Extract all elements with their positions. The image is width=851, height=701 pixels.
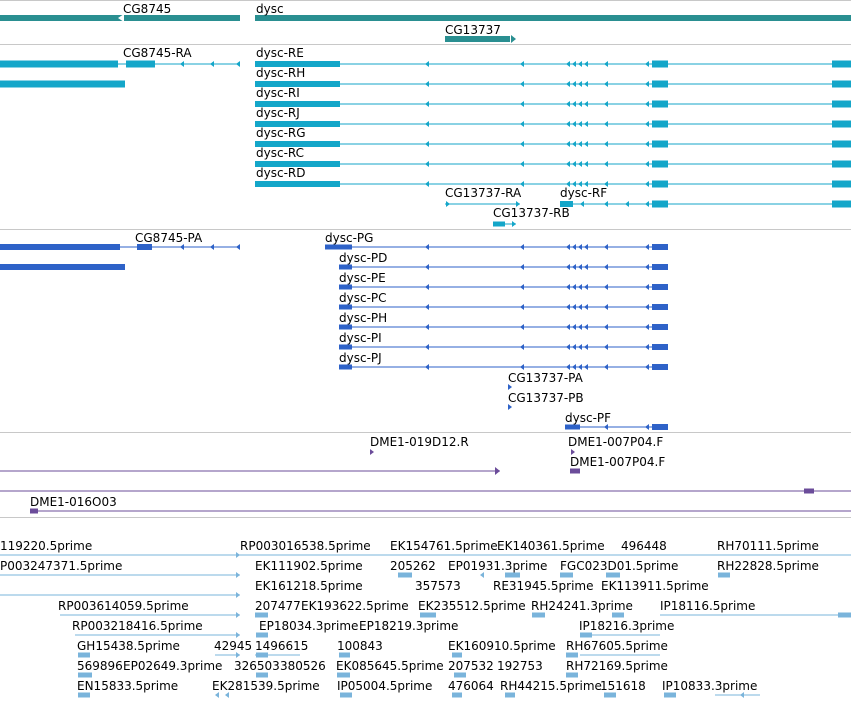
est-block bbox=[78, 673, 92, 678]
protein-label[interactable]: CG13737-PB bbox=[508, 391, 584, 405]
strand-arrow-left bbox=[236, 61, 240, 67]
strand-arrow-left bbox=[578, 141, 582, 147]
est-block bbox=[256, 633, 268, 638]
exon-block bbox=[339, 285, 352, 290]
est-block bbox=[340, 693, 352, 698]
strand-arrow-left bbox=[645, 284, 649, 290]
clone-label[interactable]: DME1-016O03 bbox=[30, 495, 117, 509]
est-label[interactable]: EK113911.5prime bbox=[601, 579, 709, 593]
exon-block bbox=[652, 181, 668, 188]
strand-arrow-left bbox=[578, 121, 582, 127]
strand-arrow-right bbox=[370, 449, 374, 455]
transcript-label[interactable]: CG13737-RB bbox=[493, 206, 570, 220]
transcript-label[interactable]: dysc-RE bbox=[256, 46, 304, 60]
exon-block bbox=[339, 365, 352, 370]
strand-arrow-right bbox=[511, 35, 516, 43]
est-label[interactable]: RH67605.5prime bbox=[566, 639, 668, 653]
est-label[interactable]: GH15438.5prime bbox=[77, 639, 180, 653]
est-label[interactable]: IP05004.5prime bbox=[337, 679, 433, 693]
est-label[interactable]: 326503 bbox=[234, 659, 280, 673]
est-block bbox=[505, 693, 515, 698]
est-label[interactable]: EN15833.5prime bbox=[77, 679, 179, 693]
est-label[interactable]: EK160910.5prime bbox=[448, 639, 556, 653]
transcript-label[interactable]: CG8745-RA bbox=[123, 46, 192, 60]
strand-arrow-left bbox=[580, 201, 584, 207]
est-label[interactable]: EK085645.5prime bbox=[336, 659, 444, 673]
strand-arrow-left bbox=[578, 324, 582, 330]
strand-arrow-left bbox=[645, 81, 649, 87]
strand-arrow-left bbox=[180, 61, 184, 67]
est-block bbox=[566, 653, 578, 658]
strand-arrow-left bbox=[584, 284, 588, 290]
est-block bbox=[532, 613, 545, 618]
transcript-label[interactable]: dysc-RJ bbox=[256, 106, 300, 120]
exon-block bbox=[652, 284, 668, 290]
exon-block bbox=[652, 344, 668, 350]
strand-arrow-left bbox=[520, 121, 524, 127]
est-block bbox=[606, 573, 620, 578]
exon-block bbox=[832, 181, 851, 188]
strand-arrow-left bbox=[645, 304, 649, 310]
strand-arrow-left bbox=[520, 344, 524, 350]
est-block bbox=[505, 573, 520, 578]
strand-arrow-left bbox=[604, 304, 608, 310]
protein-label[interactable]: dysc-PD bbox=[339, 251, 388, 265]
strand-arrow-right bbox=[446, 201, 450, 207]
est-label[interactable]: EK161218.5prime bbox=[255, 579, 363, 593]
strand-arrow-left bbox=[425, 81, 429, 87]
strand-arrow-left bbox=[520, 141, 524, 147]
strand-arrow-left bbox=[425, 181, 429, 187]
est-label[interactable]: 476064 bbox=[448, 679, 494, 693]
est-block bbox=[339, 653, 350, 658]
exon-block bbox=[832, 141, 851, 148]
strand-arrow-left bbox=[645, 264, 649, 270]
strand-arrow-left bbox=[645, 61, 649, 67]
strand-arrow-left bbox=[566, 141, 570, 147]
strand-arrow-left bbox=[520, 264, 524, 270]
est-block bbox=[838, 613, 851, 618]
est-block bbox=[256, 673, 268, 678]
strand-arrow-left bbox=[425, 304, 429, 310]
protein-label[interactable]: dysc-PC bbox=[339, 291, 387, 305]
est-label[interactable]: EP18034.3prime bbox=[259, 619, 359, 633]
strand-arrow-left bbox=[645, 244, 649, 250]
transcript-label[interactable]: dysc-RH bbox=[256, 66, 306, 80]
strand-arrow-left bbox=[645, 364, 649, 370]
strand-arrow-left bbox=[566, 344, 570, 350]
strand-arrow-left bbox=[425, 284, 429, 290]
est-label[interactable]: 496448 bbox=[621, 539, 667, 553]
strand-arrow-left bbox=[566, 101, 570, 107]
est-label[interactable]: RH70111.5prime bbox=[717, 539, 819, 553]
est-block bbox=[255, 613, 268, 618]
exon-block bbox=[832, 201, 851, 208]
protein-label[interactable]: CG8745-PA bbox=[135, 231, 203, 245]
est-label[interactable]: 380526 bbox=[280, 659, 326, 673]
est-block bbox=[256, 653, 268, 658]
strand-arrow-left bbox=[625, 201, 629, 207]
est-block bbox=[78, 653, 90, 658]
est-label[interactable]: RP003218416.5prime bbox=[72, 619, 203, 633]
protein-label[interactable]: dysc-PE bbox=[339, 271, 386, 285]
est-label[interactable]: 119220.5prime bbox=[0, 539, 93, 553]
strand-arrow-left bbox=[645, 161, 649, 167]
transcript-label[interactable]: dysc-RC bbox=[256, 146, 305, 160]
strand-arrow-left bbox=[578, 304, 582, 310]
strand-arrow-left bbox=[584, 364, 588, 370]
gene-label[interactable]: CG8745 bbox=[123, 2, 172, 16]
exon-block bbox=[652, 141, 668, 148]
strand-arrow-left bbox=[604, 344, 608, 350]
gene-label[interactable]: dysc bbox=[256, 2, 284, 16]
strand-arrow-left bbox=[566, 161, 570, 167]
est-label[interactable]: 42945 bbox=[214, 639, 253, 653]
exon-block bbox=[652, 201, 668, 208]
est-block bbox=[560, 573, 573, 578]
strand-arrow-left bbox=[578, 61, 582, 67]
exon-block bbox=[339, 345, 352, 350]
exon-block bbox=[0, 264, 125, 270]
strand-arrow-left bbox=[210, 61, 214, 67]
strand-arrow-left bbox=[578, 101, 582, 107]
protein-label[interactable]: dysc-PJ bbox=[339, 351, 382, 365]
exon-block bbox=[652, 424, 668, 430]
gene-label[interactable]: CG13737 bbox=[445, 23, 501, 37]
strand-arrow-right bbox=[236, 572, 240, 578]
strand-arrow-left bbox=[425, 101, 429, 107]
strand-arrow-left bbox=[645, 101, 649, 107]
strand-arrow-left bbox=[604, 101, 608, 107]
est-block bbox=[612, 613, 624, 618]
strand-arrow-left bbox=[604, 121, 608, 127]
strand-arrow-left bbox=[566, 264, 570, 270]
exon-block bbox=[652, 101, 668, 108]
exon-block bbox=[126, 61, 155, 68]
strand-arrow-left bbox=[584, 81, 588, 87]
est-block bbox=[78, 693, 90, 698]
exon-block bbox=[652, 244, 668, 250]
est-label[interactable]: 151618 bbox=[600, 679, 646, 693]
est-block bbox=[452, 693, 462, 698]
exon-block bbox=[565, 425, 580, 430]
strand-arrow-right bbox=[512, 221, 516, 227]
est-label[interactable]: 100843 bbox=[337, 639, 383, 653]
strand-arrow-right bbox=[236, 632, 240, 638]
exon-block bbox=[832, 81, 851, 88]
exon-block bbox=[339, 265, 352, 270]
strand-arrow-left bbox=[578, 344, 582, 350]
protein-label[interactable]: dysc-PG bbox=[325, 231, 374, 245]
est-label[interactable]: EP01931.3prime bbox=[448, 559, 548, 573]
strand-arrow-left bbox=[572, 344, 576, 350]
est-label[interactable]: 357573 bbox=[415, 579, 461, 593]
strand-arrow-left bbox=[236, 244, 240, 250]
strand-arrow-left bbox=[566, 81, 570, 87]
est-label[interactable]: EK111902.5prime bbox=[255, 559, 363, 573]
strand-arrow-left bbox=[578, 264, 582, 270]
strand-arrow-left bbox=[425, 161, 429, 167]
strand-arrow-left bbox=[645, 324, 649, 330]
est-block bbox=[664, 693, 676, 698]
protein-label[interactable]: dysc-PH bbox=[339, 311, 388, 325]
exon-block bbox=[832, 61, 851, 68]
exon-block bbox=[652, 324, 668, 330]
strand-arrow-left bbox=[584, 101, 588, 107]
strand-arrow-left bbox=[645, 121, 649, 127]
est-label[interactable]: P003247371.5prime bbox=[0, 559, 123, 573]
gene-bar bbox=[255, 15, 851, 21]
strand-arrow-left bbox=[425, 324, 429, 330]
track-separator bbox=[0, 229, 851, 230]
strand-arrow-left bbox=[520, 101, 524, 107]
exon-block bbox=[832, 101, 851, 108]
est-label[interactable]: EK193622.5prime bbox=[301, 599, 409, 613]
strand-arrow-left bbox=[578, 81, 582, 87]
strand-arrow-left bbox=[210, 244, 214, 250]
strand-arrow-left bbox=[604, 244, 608, 250]
exon-block bbox=[0, 61, 118, 68]
strand-arrow-left bbox=[572, 141, 576, 147]
exon-block bbox=[652, 81, 668, 88]
est-block bbox=[398, 573, 412, 578]
strand-arrow-left bbox=[604, 264, 608, 270]
strand-arrow-right bbox=[236, 592, 240, 598]
est-label[interactable]: RE31945.5prime bbox=[493, 579, 594, 593]
exon-block bbox=[804, 489, 814, 494]
strand-arrow-left bbox=[604, 141, 608, 147]
strand-arrow-left bbox=[520, 284, 524, 290]
exon-block bbox=[832, 121, 851, 128]
exon-block bbox=[255, 181, 340, 187]
protein-label[interactable]: dysc-PF bbox=[565, 411, 612, 425]
strand-arrow-left bbox=[572, 284, 576, 290]
protein-label[interactable]: CG13737-PA bbox=[508, 371, 583, 385]
strand-arrow-left bbox=[584, 324, 588, 330]
est-label[interactable]: IP10833.3prime bbox=[662, 679, 758, 693]
strand-arrow-left bbox=[520, 304, 524, 310]
transcript-label[interactable]: dysc-RG bbox=[256, 126, 306, 140]
exon-block bbox=[30, 509, 38, 514]
exon-block bbox=[339, 305, 352, 310]
strand-arrow-left bbox=[572, 121, 576, 127]
est-label[interactable]: EK235512.5prime bbox=[418, 599, 526, 613]
est-label[interactable]: IP18216.3prime bbox=[579, 619, 675, 633]
est-block bbox=[420, 613, 436, 618]
strand-arrow-left bbox=[566, 61, 570, 67]
est-label[interactable]: IP18116.5prime bbox=[660, 599, 756, 613]
est-block bbox=[452, 653, 462, 658]
est-block bbox=[580, 633, 592, 638]
exon-block bbox=[832, 161, 851, 168]
strand-arrow-left bbox=[425, 264, 429, 270]
track-separator bbox=[0, 432, 851, 433]
strand-arrow-left bbox=[604, 324, 608, 330]
strand-arrow-left bbox=[584, 344, 588, 350]
exon-block bbox=[652, 121, 668, 128]
clone-label[interactable]: DME1-007P04.F bbox=[568, 435, 664, 449]
exon-block bbox=[652, 264, 668, 270]
strand-arrow-right bbox=[495, 467, 500, 475]
est-block bbox=[604, 693, 616, 698]
strand-arrow-left bbox=[572, 101, 576, 107]
clone-label[interactable]: DME1-007P04.F bbox=[570, 455, 666, 469]
est-label[interactable]: RH22828.5prime bbox=[717, 559, 819, 573]
strand-arrow-left bbox=[584, 161, 588, 167]
est-label[interactable]: EK154761.5prime bbox=[390, 539, 498, 553]
est-label[interactable]: RH24241.3prime bbox=[531, 599, 633, 613]
transcript-label[interactable]: CG13737-RA bbox=[445, 186, 522, 200]
est-block bbox=[566, 673, 578, 678]
strand-arrow-right bbox=[236, 612, 240, 618]
est-label[interactable]: 207477 bbox=[255, 599, 301, 613]
exon-block bbox=[652, 161, 668, 168]
strand-arrow-left bbox=[584, 244, 588, 250]
est-label[interactable]: EK281539.5prime bbox=[212, 679, 320, 693]
strand-arrow-left bbox=[604, 201, 608, 207]
est-label[interactable]: EP02649.3prime bbox=[123, 659, 223, 673]
track-separator bbox=[0, 44, 851, 45]
strand-arrow-left bbox=[578, 161, 582, 167]
est-label[interactable]: 205262 bbox=[390, 559, 436, 573]
strand-arrow-left bbox=[566, 364, 570, 370]
strand-arrow-left bbox=[425, 364, 429, 370]
strand-arrow-left bbox=[604, 161, 608, 167]
est-label[interactable]: FGC023D01.5prime bbox=[560, 559, 679, 573]
protein-label[interactable]: dysc-PI bbox=[339, 331, 382, 345]
strand-arrow-left bbox=[584, 264, 588, 270]
clone-label[interactable]: DME1-019D12.R bbox=[370, 435, 469, 449]
exon-block bbox=[652, 61, 668, 68]
est-block bbox=[718, 573, 730, 578]
est-label[interactable]: RP003614059.5prime bbox=[58, 599, 189, 613]
strand-arrow-left bbox=[645, 201, 649, 207]
transcript-label[interactable]: dysc-RI bbox=[256, 86, 300, 100]
est-label[interactable]: RH72169.5prime bbox=[566, 659, 668, 673]
strand-arrow-left bbox=[566, 244, 570, 250]
est-label[interactable]: RP003016538.5prime bbox=[240, 539, 371, 553]
strand-arrow-left bbox=[572, 81, 576, 87]
strand-arrow-left bbox=[520, 324, 524, 330]
strand-arrow-left bbox=[566, 121, 570, 127]
strand-arrow-left bbox=[425, 141, 429, 147]
est-label[interactable]: 1496615 bbox=[255, 639, 309, 653]
strand-arrow-left bbox=[520, 61, 524, 67]
est-label[interactable]: EP18219.3prime bbox=[359, 619, 459, 633]
strand-arrow-left bbox=[645, 424, 649, 430]
strand-arrow-left bbox=[578, 244, 582, 250]
strand-arrow-left bbox=[520, 244, 524, 250]
strand-arrow-left bbox=[520, 161, 524, 167]
track-separator bbox=[0, 0, 851, 1]
strand-arrow-left bbox=[566, 304, 570, 310]
est-label[interactable]: 192753 bbox=[497, 659, 543, 673]
strand-arrow-left bbox=[604, 81, 608, 87]
strand-arrow-left bbox=[572, 161, 576, 167]
exon-block bbox=[0, 244, 120, 250]
strand-arrow-left bbox=[584, 141, 588, 147]
strand-arrow-left bbox=[584, 304, 588, 310]
transcript-label[interactable]: dysc-RF bbox=[560, 186, 608, 200]
strand-arrow-left bbox=[572, 324, 576, 330]
strand-arrow-left bbox=[578, 284, 582, 290]
strand-arrow-left bbox=[572, 304, 576, 310]
strand-arrow-left bbox=[425, 61, 429, 67]
exon-block bbox=[652, 364, 668, 370]
strand-arrow-left bbox=[604, 61, 608, 67]
est-label[interactable]: 207532 bbox=[448, 659, 494, 673]
strand-arrow-left bbox=[645, 141, 649, 147]
exon-block bbox=[493, 222, 505, 227]
exon-block bbox=[339, 325, 352, 330]
strand-arrow-left bbox=[604, 284, 608, 290]
strand-arrow-left bbox=[425, 344, 429, 350]
strand-arrow-left bbox=[604, 364, 608, 370]
strand-arrow-left bbox=[584, 121, 588, 127]
exon-block bbox=[570, 469, 580, 474]
exon-block bbox=[325, 245, 352, 250]
strand-arrow-left bbox=[584, 61, 588, 67]
strand-arrow-left bbox=[572, 264, 576, 270]
strand-arrow-left bbox=[572, 244, 576, 250]
strand-arrow-left bbox=[520, 364, 524, 370]
transcript-label[interactable]: dysc-RD bbox=[256, 166, 306, 180]
est-block bbox=[337, 673, 350, 678]
strand-arrow-left bbox=[645, 181, 649, 187]
strand-arrow-left bbox=[572, 61, 576, 67]
est-label[interactable]: EK140361.5prime bbox=[497, 539, 605, 553]
exon-block bbox=[0, 81, 125, 88]
strand-arrow-left bbox=[566, 324, 570, 330]
est-label[interactable]: RH44215.5prime bbox=[500, 679, 602, 693]
strand-arrow-left bbox=[578, 364, 582, 370]
strand-arrow-left bbox=[572, 364, 576, 370]
exon-block bbox=[652, 304, 668, 310]
strand-arrow-left bbox=[645, 344, 649, 350]
est-label[interactable]: 569896 bbox=[77, 659, 123, 673]
est-block bbox=[454, 673, 466, 678]
track-separator bbox=[0, 517, 851, 518]
strand-arrow-left bbox=[425, 244, 429, 250]
strand-arrow-left bbox=[566, 284, 570, 290]
strand-arrow-left bbox=[425, 121, 429, 127]
strand-arrow-left bbox=[520, 81, 524, 87]
